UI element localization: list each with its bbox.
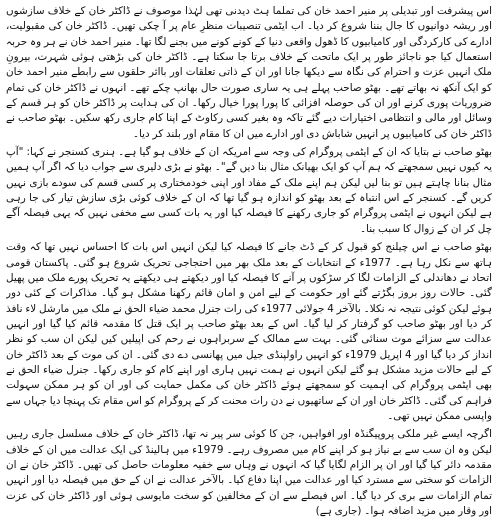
article-paragraph: بھٹو صاحب نے بتایا کہ ان کے ایٹمی پروگرام کی وجہ سے امریکہ ان کے خلاف ہو گیا ہے۔ ہنری کسنجر نے کہا: "آپ یہ کیوں نہیں سمجھتے کہ ہم آپ کو ایک بھیانک مثال بنا دیں گے"۔ بھٹو نے بڑی دلیری سے جواب دیا کہ اگر آپ ہمیں مثال بنانا چاہتے ہیں تو بنا لیں لیکن ہم اپنے ملک کے مفاد اور اپنی خودمختاری پر کسی قسم کی سودے بازی نہیں کریں گے۔ کسنجر کے اس انتباہ کے بعد بھٹو کو اندازہ ہو گیا تھا کہ ان کے خلاف کوئی بڑی سازش تیار کی جا رہی ہے لیکن انہوں نے ایٹمی پروگرام کو جاری رکھنے کا فیصلہ کیا اور یہ بات کسی سے مخفی نہیں کہ یہی فیصلہ آگے چل کر ان کے زوال کا سبب بنا۔ xyxy=(6,146,492,235)
article-page xyxy=(6,4,492,519)
article-paragraph: بھٹو صاحب نے اس چیلنج کو قبول کر کے ڈٹ جانے کا فیصلہ کیا لیکن انہیں اس بات کا احساس نہیں تھا کہ وقت ہاتھ سے نکل رہا ہے۔ 1977ء کے انتخابات کے بعد ملک بھر میں احتجاجی تحریک شروع ہو گئی۔ پاکستان قومی اتحاد نے دھاندلی کے الزامات لگا کر سڑکوں پر آنے کا فیصلہ کیا اور دیکھتے ہی دیکھتے یہ تحریک پورے ملک میں پھیل گئی۔ حالات روز بروز بگڑتے گئے اور حکومت کے لیے امن و امان قائم رکھنا مشکل ہو گیا۔ مذاکرات کے کئی دور ہوئے لیکن کوئی نتیجہ نہ نکلا۔ بالآخر 4 جولائی 1977ء کی رات جنرل محمد ضیاء الحق نے ملک میں مارشل لاء نافذ کر دیا اور بھٹو صاحب کو گرفتار کر لیا گیا۔ اس کے بعد بھٹو صاحب پر ایک قتل کا مقدمہ قائم کیا گیا اور انہیں عدالت سے سزائے موت سنائی گئی۔ بہت سے ممالک کے سربراہوں نے رحم کی اپیلیں کیں لیکن ان سب کو نظر انداز کر دیا گیا اور 4 اپریل 1979ء کو انہیں راولپنڈی جیل میں پھانسی دے دی گئی۔ ان کی موت کے بعد ڈاکٹر خان کے لیے حالات مزید مشکل ہو گئے لیکن انہوں نے ہمت نہیں ہاری اور اپنے کام کو جاری رکھا۔ جنرل ضیاء الحق نے بھی ایٹمی پروگرام کی اہمیت کو سمجھتے ہوئے ڈاکٹر خان کی مکمل حمایت کی اور ان کو ہر ممکن سہولت فراہم کی گئی۔ ڈاکٹر خان اور ان کے ساتھیوں نے دن رات محنت کر کے پروگرام کو اس مقام تک پہنچا دیا جہاں سے واپسی ممکن نہیں تھی۔ xyxy=(6,241,492,422)
article-paragraph: اگرچہ ایسے غیر ملکی پروپیگنڈہ اور افواہیں، جن کا کوئی سر پیر نہ تھا، ڈاکٹر خان کے خلاف مسلسل جاری رہیں لیکن وہ ان سب سے بے نیاز ہو کر اپنے کام میں مصروف رہے۔ 1979ء میں ہالینڈ کی ایک عدالت میں ان کے خلاف مقدمہ دائر کیا گیا اور ان پر الزام لگایا گیا کہ انہوں نے وہاں سے خفیہ معلومات حاصل کی تھیں۔ ڈاکٹر خان نے ان الزامات کو سختی سے مسترد کیا اور عدالت میں اپنا دفاع کیا۔ بالآخر عدالت نے ان کے حق میں فیصلہ دیا اور انہیں تمام الزامات سے بری کر دیا گیا۔ اس فیصلے سے ان کے مخالفین کو سخت مایوسی ہوئی اور ڈاکٹر خان کی عزت اور وقار میں مزید اضافہ ہوا۔ (جاری ہے) xyxy=(6,428,492,517)
article-paragraph: اس پیشرفت اور تبدیلی پر منیر احمد خان کی تملما ہٹ دیدنی تھی لہٰذا موصوف نے ڈاکٹر خان کے خلاف سازشوں اور ریشہ دوانیوں کا جال بننا شروع کر دیا۔ اب ایٹمی تنصیبات منظرِ عام پر آ چکی تھیں۔ ڈاکٹر خان کی مقبولیت، ادارے کی کارکردگی اور کامیابیوں کا ڈھول واقعی دنیا کے کونے کونے میں بجنے لگا تھا۔ منیر احمد خان نے ہر وہ حربہ استعمال کیا جو ناجائز طور پر ایک ماتحت کے خلاف برتا جا سکتا ہے۔ ڈاکٹر خان کی بڑھتی ہوئی شہرت، بیرونِ ملک انہیں عزت و احترام کی نگاہ سے دیکھا جانا اور ان کے ذاتی تعلقات اور بااثر حلقوں سے رابطے منیر احمد خان کو ایک آنکھ نہ بھاتے تھے۔ بھٹو صاحب پہلے ہی یہ ساری صورت حال بھانپ چکے تھے۔ انہوں نے ڈاکٹر خان کی تمام ضروریات پوری کرنے اور ان کی حوصلہ افزائی کا پورا پورا خیال رکھا۔ ان کی ہدایت پر ڈاکٹر خان کو ہر قسم کے وسائل اور مالی و انتظامی اختیارات دیے گئے تاکہ وہ بغیر کسی رکاوٹ کے اپنا کام جاری رکھ سکیں۔ بھٹو صاحب نے ڈاکٹر خان کی کامیابیوں پر انہیں شاباش دی اور ادارے میں ان کا مقام اور بلند کر دیا۔ xyxy=(6,5,492,140)
